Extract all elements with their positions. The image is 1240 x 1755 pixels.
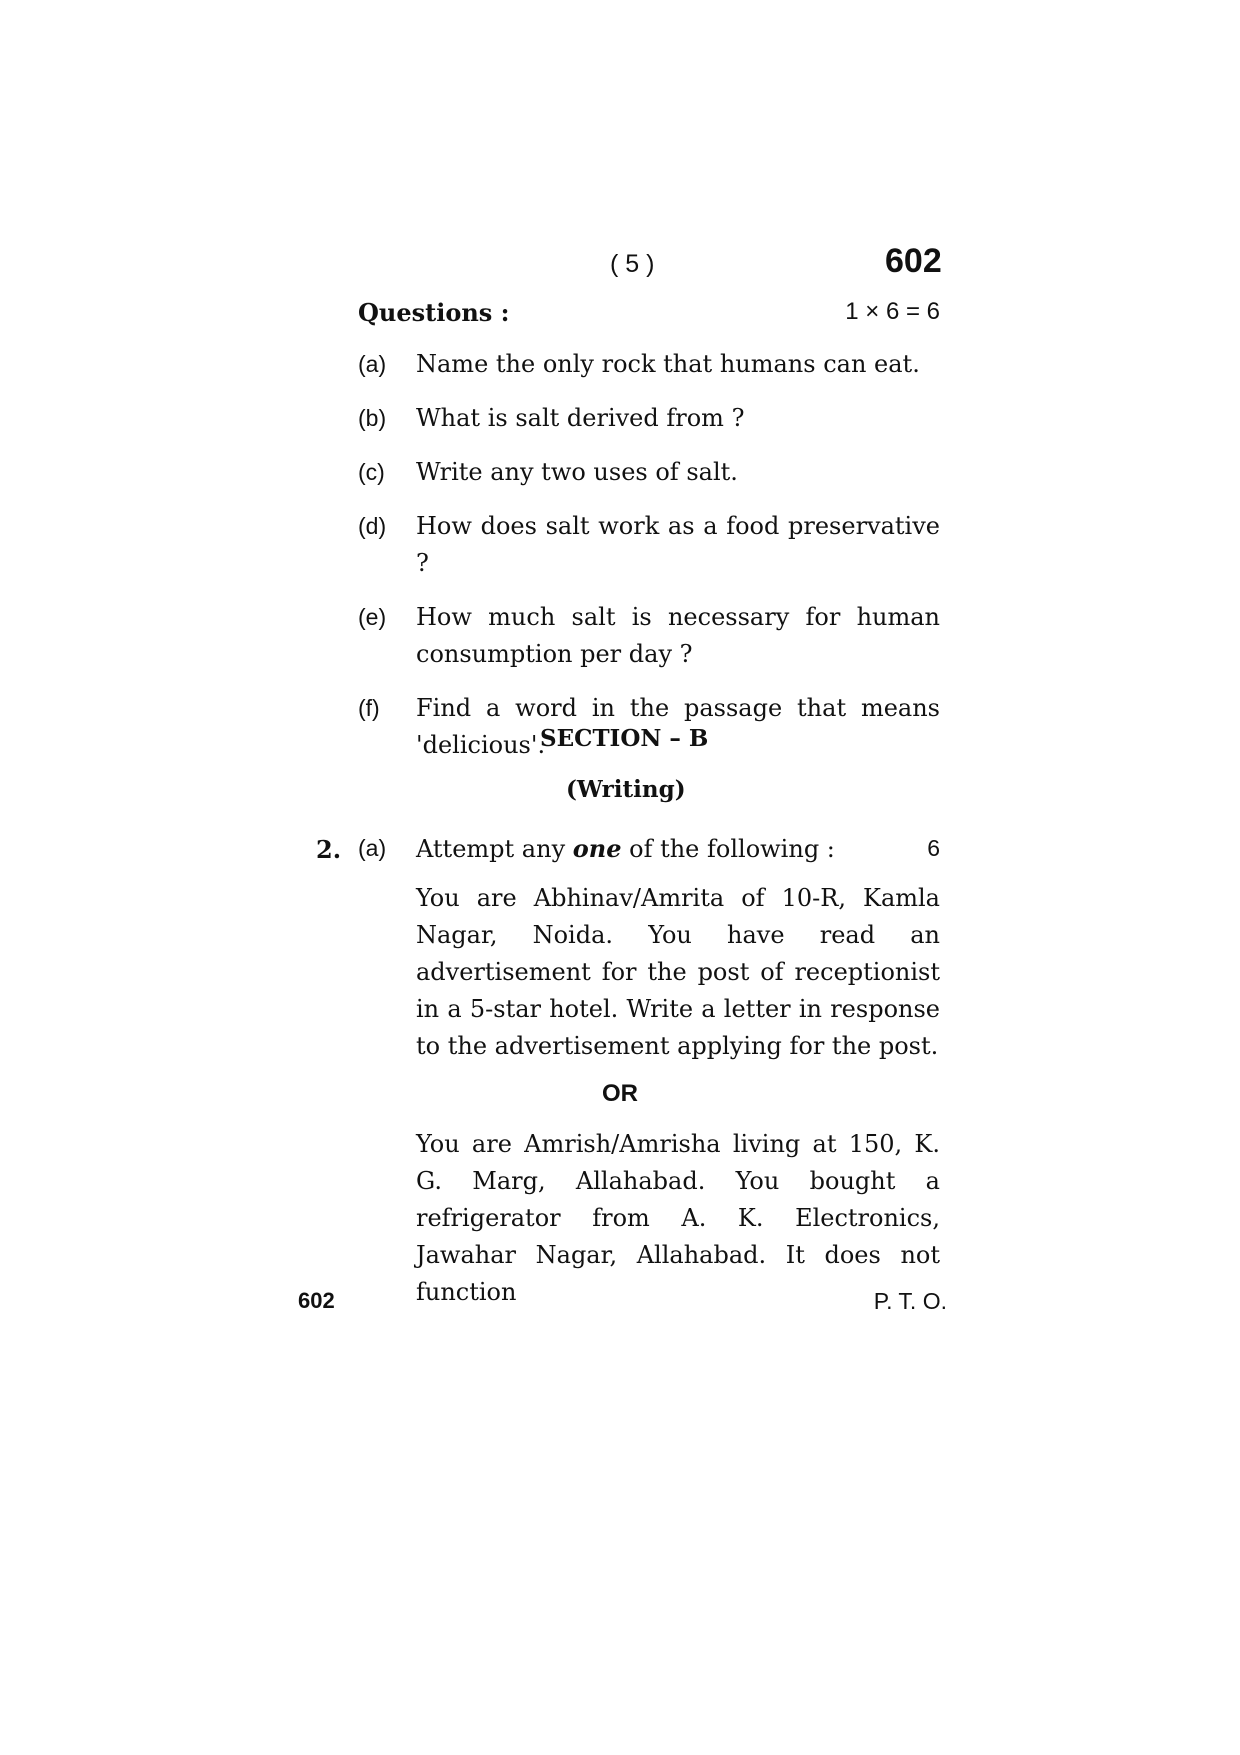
question-c: [358, 454, 940, 491]
pto-label: P. T. O.: [873, 1288, 947, 1314]
question-text: Write any two uses of salt.: [416, 458, 738, 486]
question-label: (c): [358, 459, 385, 485]
question-e: [358, 599, 940, 673]
section-subtitle: (Writing): [566, 776, 686, 803]
question-label: (b): [358, 405, 387, 431]
instruction-post: of the following :: [621, 835, 835, 863]
question-text: How does salt work as a food preservative ?: [416, 512, 940, 577]
section-title: SECTION – B: [540, 725, 709, 752]
page-number: ( 5 ): [610, 250, 655, 278]
option-1-text: You are Abhinav/Amrita of 10-R, Kamla Nagar, Noida. You have read an advertisement for the post of receptionist in a 5-star hotel. Write a letter in response to the advertisement applying for the post.: [416, 884, 940, 1060]
paper-code-bottom: 602: [298, 1288, 335, 1313]
question-d: [358, 508, 940, 582]
questions-marks: 1 × 6 = 6: [845, 298, 940, 325]
question-text: What is salt derived from ?: [416, 404, 745, 432]
question-2-sub-label: (a): [358, 835, 387, 861]
or-separator: OR: [602, 1080, 638, 1107]
question-2-number: 2.: [316, 835, 342, 864]
question-text: How much salt is necessary for human consumption per day ?: [416, 603, 940, 668]
question-label: (a): [358, 351, 387, 377]
question-text: Find a word in the passage that means 'delicious'.: [416, 694, 940, 759]
instruction-pre: Attempt any: [416, 835, 573, 863]
question-label: (e): [358, 604, 387, 630]
paper-code-top: 602: [885, 242, 942, 280]
question-label: (d): [358, 513, 387, 539]
question-2-instruction: [416, 834, 835, 863]
question-text: Name the only rock that humans can eat.: [416, 350, 920, 378]
question-label: (f): [358, 695, 380, 721]
question-2-marks: 6: [927, 835, 940, 861]
instruction-emphasis: one: [572, 834, 622, 863]
question-b: [358, 400, 940, 437]
question-list: [358, 346, 940, 781]
question-a: [358, 346, 940, 383]
questions-heading: Questions :: [358, 298, 510, 327]
option-2-text: You are Amrish/Amrisha living at 150, K. G. Marg, Allahabad. You bought a refrigerator from A. K. Electronics, Jawahar Nagar, Allahabad. It does not function: [416, 1130, 940, 1306]
